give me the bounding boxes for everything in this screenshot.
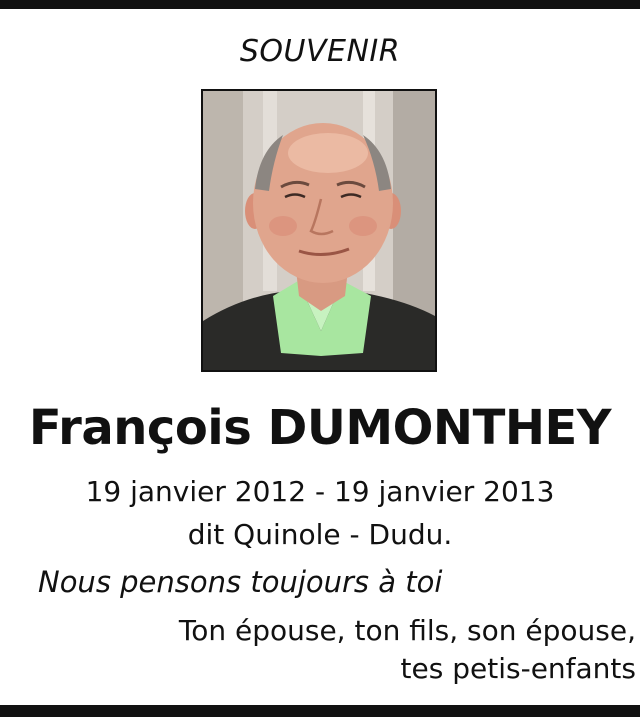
nickname-line: dit Quinole - Dudu. <box>187 518 453 551</box>
bottom-rule <box>0 705 640 717</box>
remembrance-message: Nous pensons toujours à toi <box>38 565 443 599</box>
deceased-name: François DUMONTHEY <box>28 400 612 456</box>
notice-heading: SOUVENIR <box>239 34 401 69</box>
portrait-photo <box>201 89 437 372</box>
memorial-dates: 19 janvier 2012 - 19 janvier 2013 <box>85 475 555 508</box>
top-rule <box>0 0 640 9</box>
family-line-1: Ton épouse, ton fils, son épouse, <box>178 614 636 647</box>
portrait-illustration <box>203 91 435 370</box>
family-signature <box>179 612 636 688</box>
family-line-2: tes petis-enfants <box>400 652 636 685</box>
